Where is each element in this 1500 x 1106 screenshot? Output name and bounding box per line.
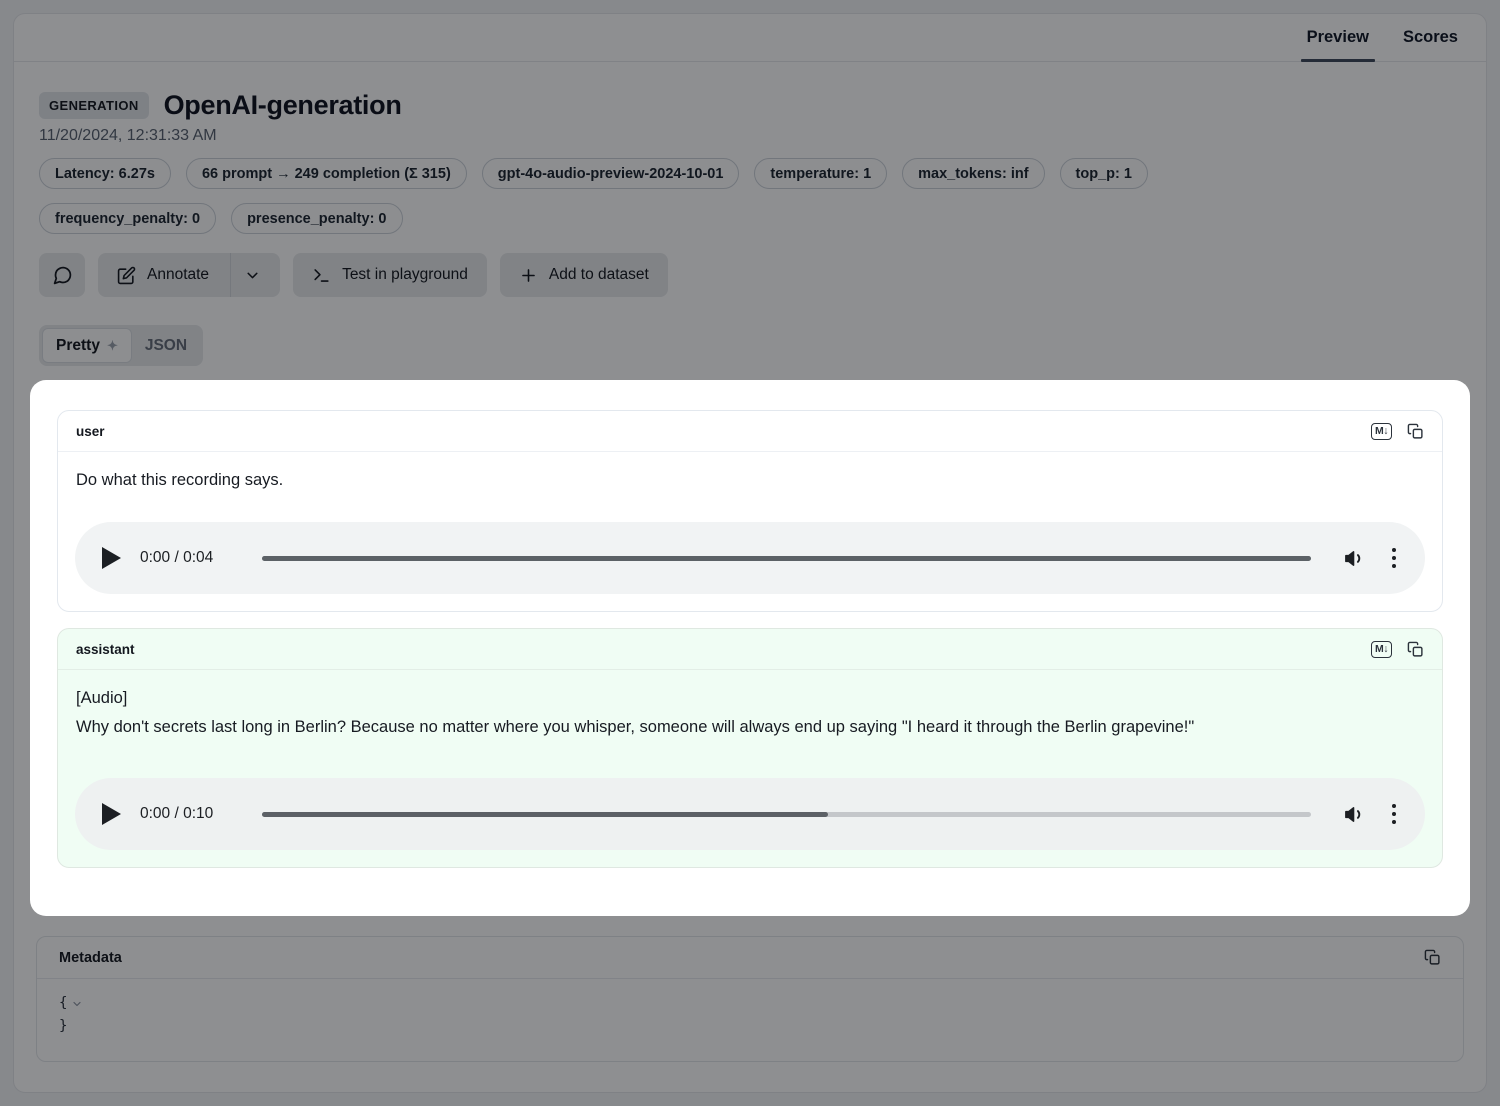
metadata-open-brace: { — [59, 995, 68, 1011]
metadata-close-brace: } — [59, 1018, 68, 1034]
latency-badge: Latency: 6.27s — [39, 158, 171, 189]
user-message-text: Do what this recording says. — [76, 471, 284, 489]
copy-icon — [1407, 423, 1424, 440]
add-to-dataset-label: Add to dataset — [548, 266, 649, 283]
top-p-badge: top_p: 1 — [1060, 158, 1148, 189]
volume-icon[interactable] — [1343, 803, 1366, 826]
audio-time: 0:00 / 0:10 — [140, 805, 214, 822]
play-icon[interactable] — [102, 803, 121, 825]
playground-label: Test in playground — [342, 266, 468, 283]
audio-seekbar[interactable] — [262, 556, 1311, 561]
copy-message-button[interactable] — [1407, 423, 1424, 440]
audio-seekbar-fill — [262, 556, 1311, 561]
user-message-header — [58, 411, 1442, 452]
play-icon[interactable] — [102, 547, 121, 569]
user-audio-player — [75, 522, 1425, 594]
page-title: OpenAI-generation — [163, 90, 402, 120]
max-tokens-badge: max_tokens: inf — [902, 158, 1044, 189]
metadata-title: Metadata — [59, 949, 122, 966]
presence-penalty-badge: presence_penalty: 0 — [231, 203, 402, 234]
json-label: JSON — [144, 336, 188, 354]
temperature-badge: temperature: 1 — [754, 158, 887, 189]
audio-seekbar-fill — [262, 812, 828, 817]
markdown-toggle-icon[interactable]: M↓ — [1371, 641, 1392, 658]
tab-scores-label: Scores — [1402, 28, 1458, 46]
frequency-penalty-badge: frequency_penalty: 0 — [39, 203, 216, 234]
audio-seekbar[interactable] — [262, 812, 1311, 817]
timestamp: 11/20/2024, 12:31:33 AM — [39, 127, 217, 144]
assistant-audio-player — [75, 778, 1425, 850]
token-usage-badge: 66 prompt → 249 completion (Σ 315) — [186, 158, 467, 189]
assistant-message-text — [58, 670, 1442, 742]
assistant-joke-text: Why don't secrets last long in Berlin? Because no matter where you whisper, someone will always end up saying "I heard it through the Berlin grapevine!" — [76, 718, 1195, 736]
sparkles-icon: ✦ — [106, 337, 118, 353]
volume-icon[interactable] — [1343, 547, 1366, 570]
annotate-label: Annotate — [147, 266, 210, 283]
tab-preview-label: Preview — [1306, 28, 1369, 46]
assistant-message-header — [58, 629, 1442, 670]
model-badge: gpt-4o-audio-preview-2024-10-01 — [482, 158, 740, 189]
markdown-toggle-icon[interactable]: M↓ — [1371, 423, 1392, 440]
copy-message-button[interactable] — [1407, 641, 1424, 658]
io-spotlight-panel — [30, 380, 1470, 916]
role-label: assistant — [76, 641, 135, 657]
pretty-label: Pretty — [56, 336, 100, 354]
audio-time: 0:00 / 0:04 — [140, 549, 214, 566]
role-label: user — [76, 423, 105, 439]
copy-icon — [1407, 641, 1424, 658]
audio-menu-icon[interactable] — [1390, 802, 1399, 827]
audio-tag-line: [Audio] — [76, 689, 128, 707]
user-message-card — [57, 410, 1443, 612]
assistant-message-card — [57, 628, 1443, 868]
audio-menu-icon[interactable] — [1390, 546, 1399, 571]
observation-type-badge: GENERATION — [39, 92, 149, 119]
